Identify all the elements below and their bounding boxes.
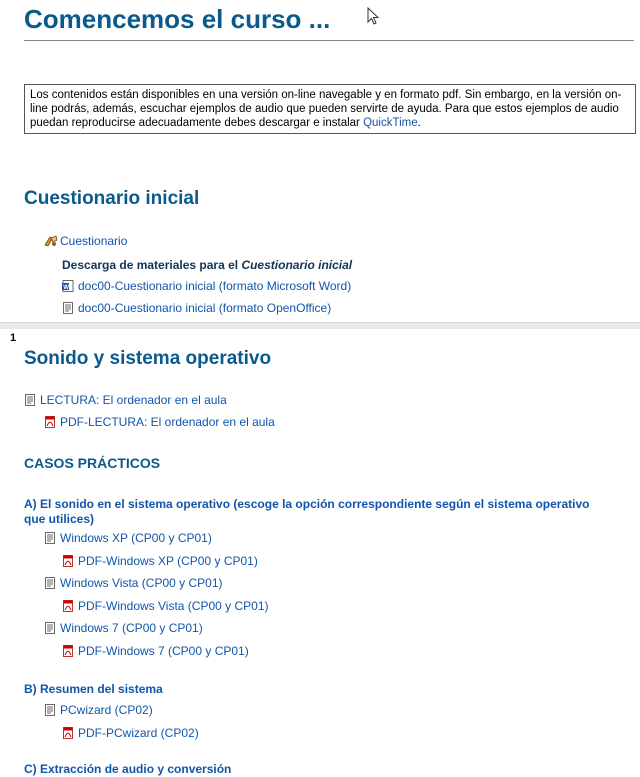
pcwizard-link[interactable]: PCwizard (CP02) [60, 703, 153, 717]
quiz-icon [44, 235, 56, 247]
page-icon [44, 622, 56, 634]
casos-practicos-heading: CASOS PRÁCTICOS [24, 455, 161, 471]
course-info-box [24, 84, 636, 134]
section1-heading: Sonido y sistema operativo [24, 348, 272, 369]
pcwizard-pdf-item[interactable] [62, 725, 199, 741]
group-c-heading: C) Extracción de audio y conversión [24, 762, 232, 776]
course-info-text: Los contenidos están disponibles en una versión on-line navegable y en formato pdf. Sin embargo, en la versión on-line podrás, además, escuchar ejemplos de audio que pueden servirte de ayuda. Para que estos ejemplos de audio puedan reproducirse adecuadamente debes descargar e instalar [30, 89, 622, 129]
pdf-icon [62, 555, 74, 567]
file-link-word[interactable]: doc00-Cuestionario inicial (formato Microsoft Word) [78, 279, 352, 293]
lectura-pdf-link[interactable]: PDF-LECTURA: El ordenador en el aula [60, 415, 275, 429]
windows-xp-item[interactable] [44, 530, 212, 546]
file-link-openoffice[interactable]: doc00-Cuestionario inicial (formato OpenOffice) [78, 301, 332, 315]
lectura-link[interactable]: LECTURA: El ordenador en el aula [40, 393, 227, 407]
lectura-pdf-item[interactable] [44, 414, 275, 430]
windows-vista-link[interactable]: Windows Vista (CP00 y CP01) [60, 576, 223, 590]
page-icon [44, 577, 56, 589]
group-a-heading: A) El sonido en el sistema operativo (escoge la opción correspondiente según el sistema operativo que utilices) [24, 497, 590, 526]
svg-text:W: W [63, 285, 69, 291]
course-info-end: . [417, 117, 421, 129]
quicktime-link[interactable]: QuickTime [363, 117, 418, 129]
windows-7-pdf-item[interactable] [62, 643, 249, 659]
windows-vista-pdf-item[interactable] [62, 598, 269, 614]
cuestionario-heading: Cuestionario inicial [24, 188, 200, 209]
group-b-heading: B) Resumen del sistema [24, 682, 163, 696]
page-icon [44, 532, 56, 544]
section-number: 1 [10, 332, 17, 344]
lectura-item[interactable] [24, 392, 227, 408]
page-title: Comencemos el curso ... [24, 4, 331, 34]
word-doc-icon [62, 280, 74, 292]
file-item-openoffice[interactable] [62, 300, 331, 316]
windows-xp-pdf-link[interactable]: PDF-Windows XP (CP00 y CP01) [78, 554, 258, 568]
windows-7-item[interactable] [44, 620, 203, 636]
pdf-icon [44, 416, 56, 428]
windows-7-link[interactable]: Windows 7 (CP00 y CP01) [60, 621, 203, 635]
quiz-item[interactable] [44, 233, 127, 249]
page-icon [24, 394, 36, 406]
section-separator [0, 322, 640, 329]
pcwizard-item[interactable] [44, 702, 153, 718]
pdf-icon [62, 645, 74, 657]
windows-vista-item[interactable] [44, 575, 223, 591]
mouse-cursor-icon [367, 7, 381, 27]
course-intro-section [0, 0, 640, 322]
windows-vista-pdf-link[interactable]: PDF-Windows Vista (CP00 y CP01) [78, 599, 269, 613]
download-emphasis: Cuestionario inicial [241, 258, 353, 272]
file-item-word[interactable] [62, 278, 351, 294]
download-materials-label [62, 257, 352, 273]
page-icon [44, 704, 56, 716]
windows-xp-link[interactable]: Windows XP (CP00 y CP01) [60, 531, 212, 545]
download-prefix: Descarga de materiales para el [62, 258, 242, 272]
pdf-icon [62, 600, 74, 612]
windows-7-pdf-link[interactable]: PDF-Windows 7 (CP00 y CP01) [78, 644, 249, 658]
quiz-link[interactable]: Cuestionario [60, 234, 128, 248]
title-divider [24, 40, 634, 41]
text-doc-icon [62, 302, 74, 314]
pdf-icon [62, 727, 74, 739]
windows-xp-pdf-item[interactable] [62, 553, 258, 569]
pcwizard-pdf-link[interactable]: PDF-PCwizard (CP02) [78, 726, 199, 740]
